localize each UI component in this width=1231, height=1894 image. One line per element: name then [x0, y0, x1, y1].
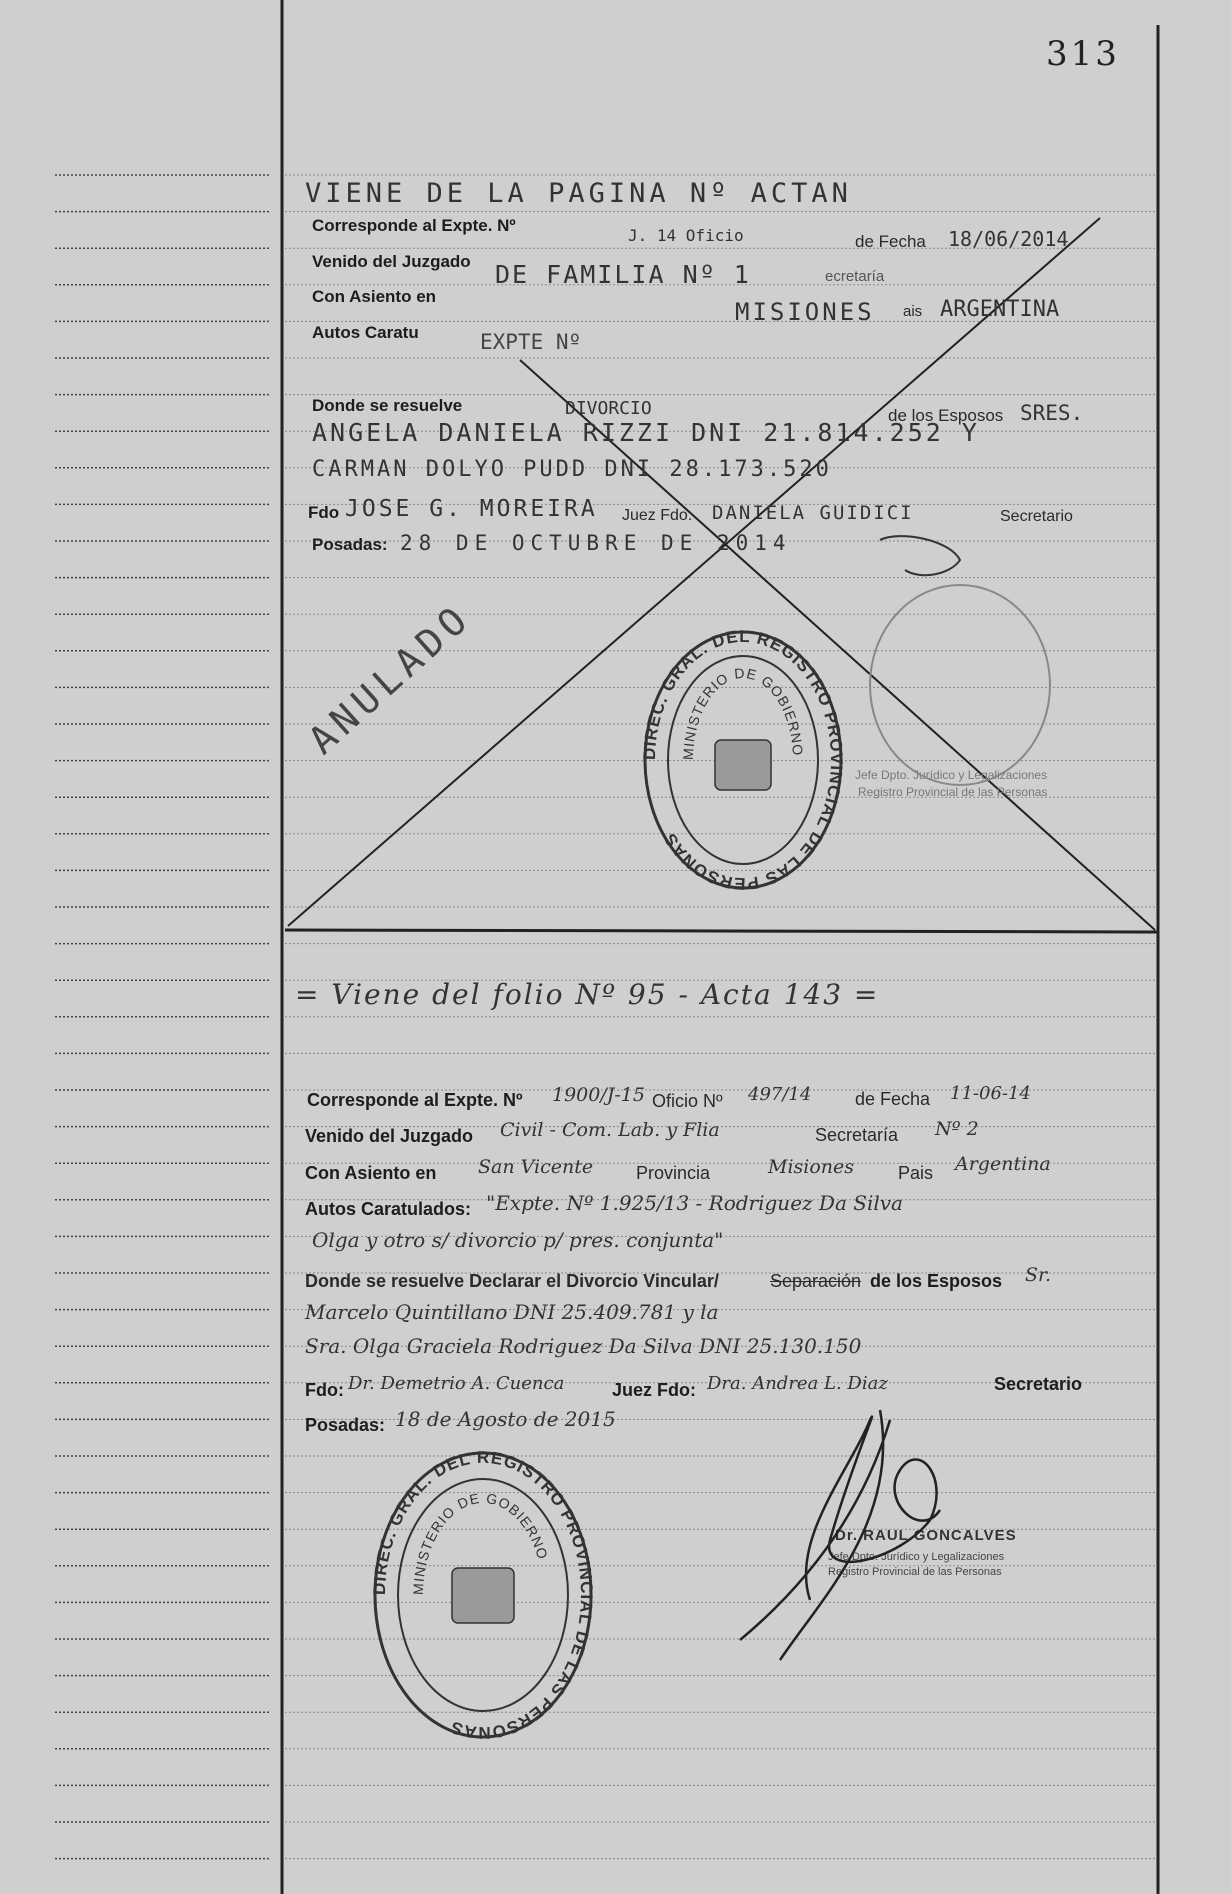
cancel-mark: ANULADO	[300, 594, 480, 763]
page-number: 313	[1046, 34, 1120, 74]
top-seal-outer-text: DIREC. GRAL. DEL REGISTRO PROVINCIAL DE LAS PERSONAS	[639, 626, 847, 894]
top-autos-value: EXPTE Nº	[480, 330, 582, 354]
bottom-fecha-value: 11-06-14	[950, 1083, 1031, 1104]
top-spouse-1: ANGELA DANIELA RIZZI DNI 21.814.252 Y	[312, 418, 980, 447]
bottom-autos-value-2: Olga y otro s/ divorcio p/ pres. conjunta"	[312, 1228, 724, 1252]
top-secretaria-label: ecretaría	[825, 268, 885, 285]
bottom-seal-outer-text: DIREC. GRAL. DEL REGISTRO PROVINCIAL DE LAS PERSONAS	[369, 1447, 597, 1743]
bottom-spouse-2: Sra. Olga Graciela Rodriguez Da Silva DNI 25.130.150	[305, 1334, 862, 1358]
top-expte-value: J. 14 Oficio	[628, 226, 744, 245]
bottom-pais-value: Argentina	[955, 1153, 1051, 1175]
bottom-posadas-value: 18 de Agosto de 2015	[395, 1407, 616, 1431]
signature-stamp-line3: Registro Provincial de las Personas	[828, 1566, 1002, 1578]
top-spouse-2: CARMAN DOLYO PUDD DNI 28.173.520	[312, 457, 832, 482]
faint-stamp-circle	[870, 585, 1050, 785]
top-secretario-label: Secretario	[1000, 508, 1073, 525]
top-posadas-value: 28 DE OCTUBRE DE 2014	[400, 531, 792, 555]
bottom-asiento-value: San Vicente	[478, 1156, 594, 1178]
bottom-seal-crest-icon	[452, 1568, 514, 1623]
top-juez-value: JOSE G. MOREIRA	[345, 496, 598, 522]
top-side-stamp-line2: Registro Provincial de las Personas	[858, 785, 1048, 799]
signature-stamp-name: Dr. RAUL GONCALVES	[835, 1527, 1017, 1544]
top-asiento-label: Con Asiento en	[312, 287, 437, 306]
top-juezfdo-label: Juez Fdo:	[622, 507, 693, 524]
bottom-header: = Viene del folio Nº 95 - Acta 143 =	[295, 978, 880, 1011]
top-fecha-label: de Fecha	[855, 232, 926, 251]
top-side-stamp-line1: Jefe Dpto. Jurídico y Legalizaciones	[855, 768, 1048, 782]
bottom-seal-inner-text: MINISTERIO DE GOBIERNO	[409, 1489, 552, 1596]
top-esposos-value: SRES.	[1020, 401, 1084, 425]
bottom-juzgado-value: Civil - Com. Lab. y Flia	[500, 1119, 720, 1141]
bottom-autos-value: "Expte. Nº 1.925/13 - Rodriguez Da Silva	[486, 1191, 903, 1215]
top-header: VIENE DE LA PAGINA Nº ACTAN	[305, 178, 852, 209]
bottom-expte-value: 1900/J-15	[552, 1084, 645, 1106]
top-expte-label: Corresponde al Expte. Nº	[312, 216, 516, 235]
bottom-juez-value: Dr. Demetrio A. Cuenca	[348, 1373, 565, 1394]
bottom-secretario-label: Secretario	[994, 1374, 1083, 1394]
top-donde-value: DIVORCIO	[565, 398, 652, 419]
bottom-autos-label: Autos Caratulados:	[305, 1199, 472, 1219]
signature-stamp-line2: Jefe Dpto. Jurídico y Legalizaciones	[828, 1551, 1005, 1563]
bottom-posadas-label: Posadas:	[305, 1415, 386, 1435]
bottom-secretaria-value: Nº 2	[935, 1118, 979, 1140]
top-fecha-value: 18/06/2014	[948, 227, 1069, 251]
top-esposos-label: de los Esposos	[888, 406, 1004, 425]
bottom-esposos-value: Sr.	[1025, 1264, 1052, 1286]
bottom-fdo-label: Fdo:	[305, 1380, 344, 1400]
top-seal-inner-text: MINISTERIO DE GOBIERNO	[679, 664, 807, 761]
bottom-spouse-1: Marcelo Quintillano DNI 25.409.781 y la	[305, 1300, 719, 1324]
bottom-secretario-value: Dra. Andrea L. Diaz	[707, 1373, 888, 1394]
bottom-signature	[740, 1410, 940, 1660]
top-secretario-value: DANIELA GUIDICI	[712, 502, 914, 524]
bottom-secretaria-label: Secretaría	[815, 1125, 899, 1145]
bottom-expte-label: Corresponde al Expte. Nº	[307, 1090, 523, 1110]
bottom-provincia-value: Misiones	[768, 1156, 855, 1178]
bottom-juzgado-label: Venido del Juzgado	[305, 1126, 474, 1146]
bottom-juezfdo-label: Juez Fdo:	[612, 1380, 696, 1400]
top-donde-label: Donde se resuelve	[312, 396, 463, 415]
bottom-pais-label: Pais	[898, 1163, 934, 1183]
bottom-oficio-label: Oficio Nº	[652, 1091, 723, 1111]
top-pais-label: ais	[903, 303, 923, 320]
bottom-separacion-struck: Separación	[770, 1271, 862, 1291]
bottom-donde-label: Donde se resuelve Declarar el Divorcio Vincular/	[305, 1271, 719, 1291]
top-posadas-label: Posadas:	[312, 535, 388, 554]
bottom-asiento-label: Con Asiento en	[305, 1163, 437, 1183]
bottom-oficio-value: 497/14	[748, 1084, 812, 1105]
top-seal	[640, 627, 846, 893]
top-pais-value: ARGENTINA	[940, 297, 1060, 322]
bottom-seal	[370, 1448, 596, 1742]
top-autos-label: Autos Caratu	[312, 323, 419, 342]
top-asiento-value: MISIONES	[735, 298, 875, 326]
top-seal-crest-icon	[715, 740, 771, 790]
bottom-fecha-label: de Fecha	[855, 1089, 931, 1109]
top-fdo-label: Fdo	[308, 503, 340, 522]
top-juzgado-value: DE FAMILIA Nº 1	[495, 260, 751, 289]
bottom-provincia-label: Provincia	[636, 1163, 711, 1183]
top-juzgado-label: Venido del Juzgado	[312, 252, 471, 271]
bottom-esposos-label: de los Esposos	[870, 1271, 1003, 1291]
top-initials	[880, 536, 960, 575]
